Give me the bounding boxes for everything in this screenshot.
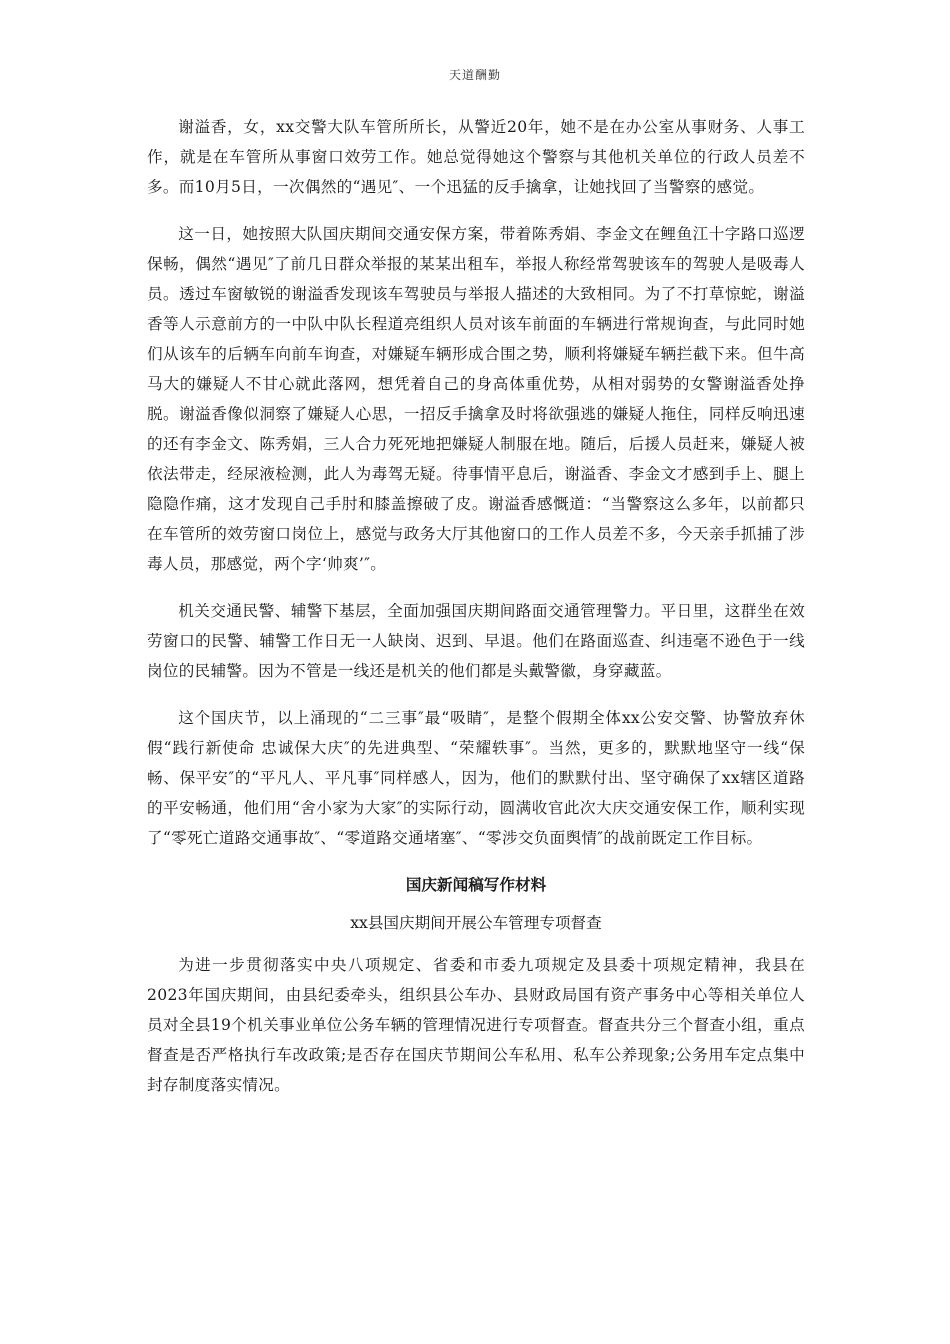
paragraph: 机关交通民警、辅警下基层，全面加强国庆期间路面交通管理警力。平日里，这群坐在效劳窗口的民警、辅警工作日无一人缺岗、迟到、早退。他们在路面巡查、纠违毫不逊色于一线岗位的民辅警。因为不管是一线还是机关的他们都是头戴警徽，身穿藏蓝。 [147,602,805,680]
paragraph: 为进一步贯彻落实中央八项规定、省委和市委九项规定及县委十项规定精神，我县在2023年国庆期间，由县纪委牵头，组织县公车办、县财政局国有资产事务中心等相关单位人员对全县19个机关事业单位公务车辆的管理情况进行专项督查。督查共分三个督查小组，重点督查是否严格执行车改政策;是否存在国庆节期间公车私用、私车公养现象;公务用车定点集中封存制度落实情况。 [147,956,805,1094]
page-header: 天道酬勤 [448,68,501,82]
paragraph: 这一日，她按照大队国庆期间交通安保方案，带着陈秀娟、李金文在鲤鱼江十字路口巡逻保畅，偶然“遇见″了前几日群众举报的某某出租车，举报人称经常驾驶该车的驾驶人是吸毒人员。透过车窗敏锐的谢溢香发现该车驾驶员与举报人描述的大致相同。为了不打草惊蛇，谢溢香等人示意前方的一中队中队长程道亮组织人员对该车前面的车辆进行常规询查，与此同时她们从该车的后辆车向前车询查，对嫌疑车辆形成合围之势，顺利将嫌疑车辆拦截下来。但牛高马大的嫌疑人不甘心就此落网，想凭着自己的身高体重优势，从相对弱势的女警谢溢香处挣脱。谢溢香像似洞察了嫌疑人心思，一招反手擒拿及时将欲强逃的嫌疑人拖住，同样反响迅速的还有李金文、陈秀娟，三人合力死死地把嫌疑人制服在地。随后，后援人员赶来，嫌疑人被依法带走，经尿液检测，此人为毒驾无疑。待事情平息后，谢溢香、李金文才感到手上、腿上隐隐作痛，这才发现自己手肘和膝盖擦破了皮。谢溢香感慨道：“当警察这么多年，以前都只在车管所的效劳窗口岗位上，感觉与政务大厅其他窗口的工作人员差不多，今天亲手抓捕了涉毒人员，那感觉，两个字‘帅爽’″。 [147,225,805,573]
paragraph: 这个国庆节，以上涌现的“二三事″最“吸睛″，是整个假期全体xx公安交警、协警放弃休假“践行新使命 忠诚保大庆″的先进典型、“荣耀轶事″。当然，更多的，默默地坚守一线“保畅、保平安″的“平凡人、平凡事″同样感人，因为，他们的默默付出、坚守确保了xx辖区道路的平安畅通，他们用“舍小家为大家″的实际行动，圆满收官此次大庆交通安保工作，顺利实现了“零死亡道路交通事故″、“零道路交通堵塞″、“零涉交负面舆情″的战前既定工作目标。 [147,709,805,847]
paragraph: 谢溢香，女，xx交警大队车管所所长，从警近20年，她不是在办公室从事财务、人事工作，就是在车管所从事窗口效劳工作。她总觉得她这个警察与其他机关单位的行政人员差不多。而10月5日，一次偶然的“遇见″、一个迅猛的反手擒拿，让她找回了当警察的感觉。 [147,118,805,196]
document-body [147,112,805,1117]
section-title: 国庆新闻稿写作材料 [405,876,547,894]
article-subtitle: xx县国庆期间开展公车管理专项督查 [350,914,602,932]
